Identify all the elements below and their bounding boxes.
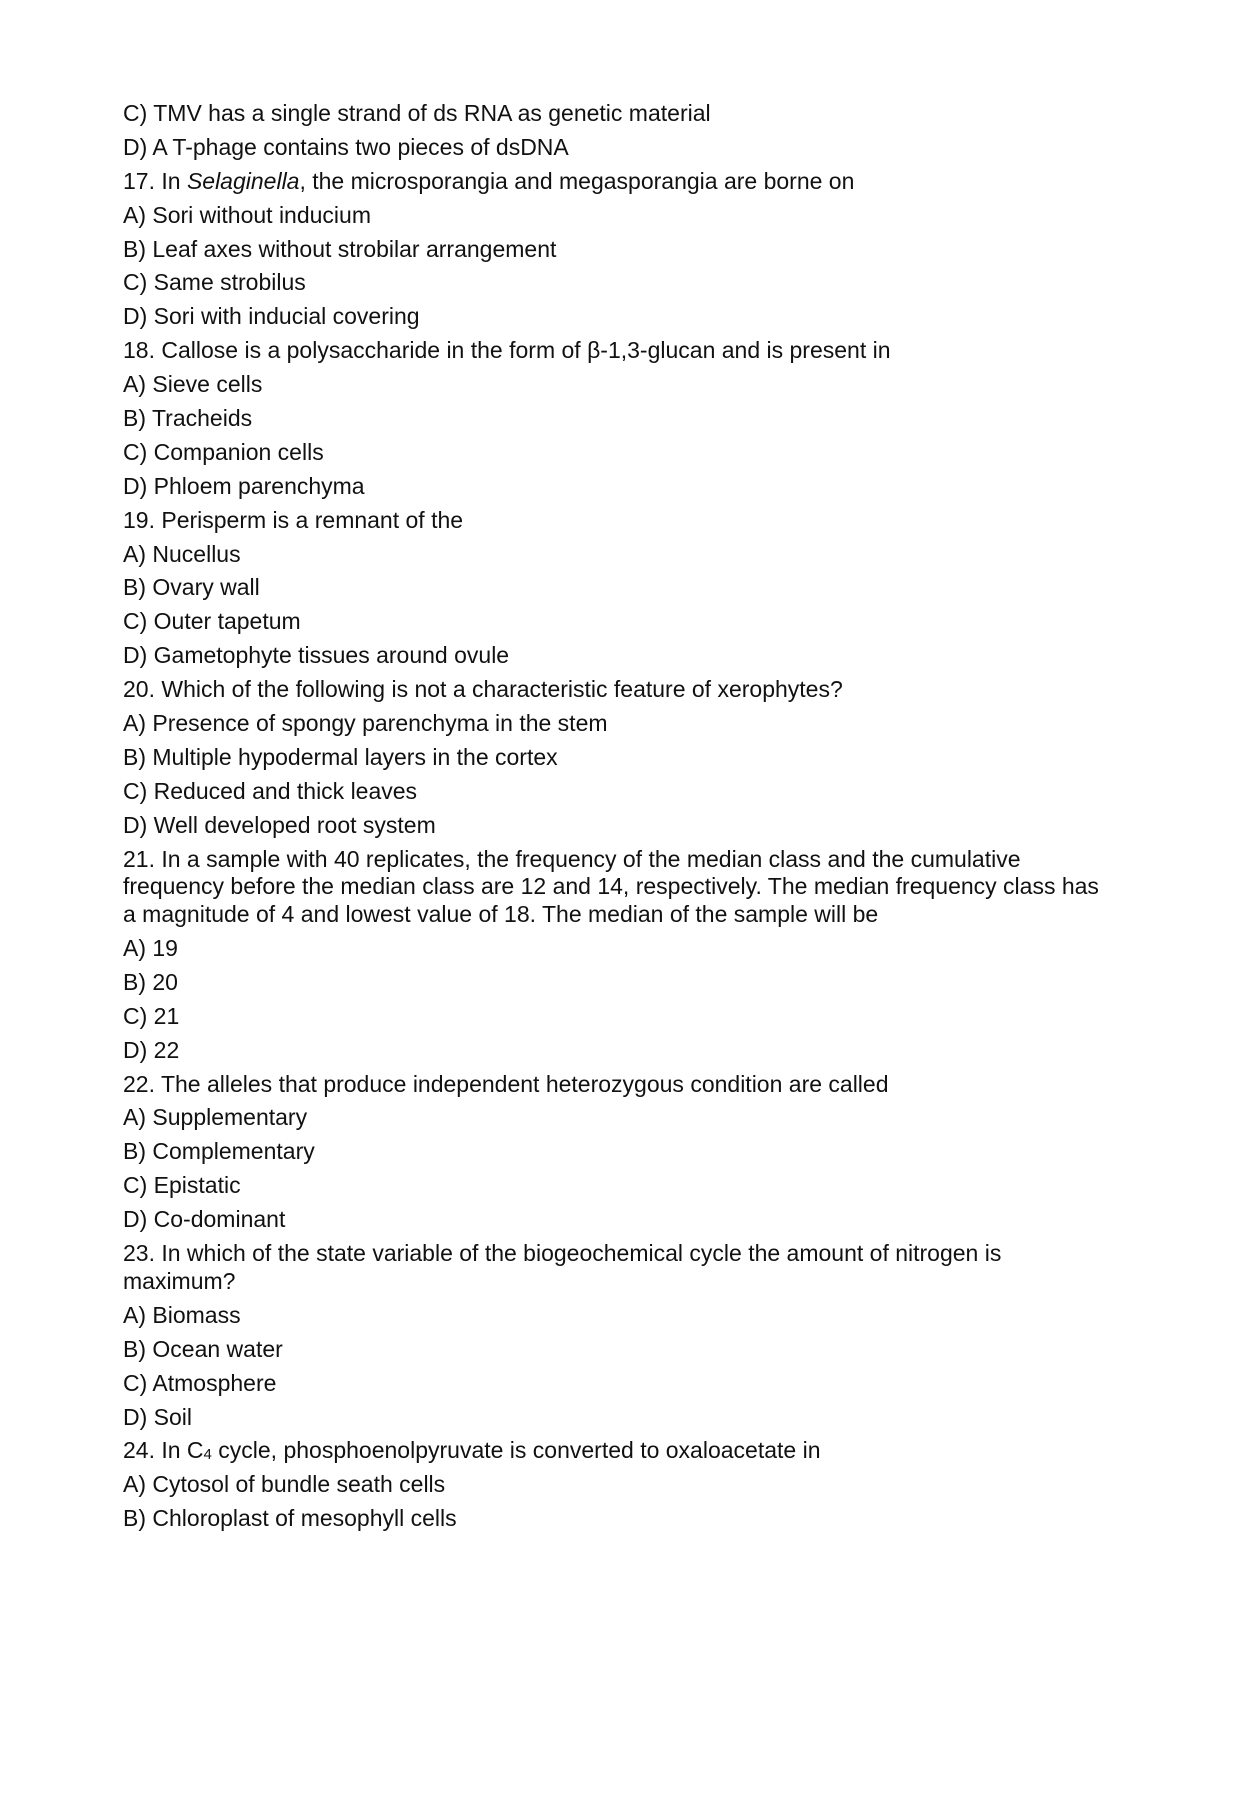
q21-option-c: C) 21 xyxy=(123,1002,180,1029)
q23-option-d: D) Soil xyxy=(123,1403,193,1430)
q20-option-d: D) Well developed root system xyxy=(123,811,436,838)
q20-option-a: A) Presence of spongy parenchyma in the stem xyxy=(123,710,608,737)
q17-prefix: 17. In xyxy=(123,167,187,194)
question-24 xyxy=(123,1437,1143,1464)
q22-option-c: C) Epistatic xyxy=(123,1172,241,1199)
q18-option-c: C) Companion cells xyxy=(123,438,324,465)
q22-option-d: D) Co-dominant xyxy=(123,1206,286,1233)
q18-option-a: A) Sieve cells xyxy=(123,371,263,398)
q21-option-d: D) 22 xyxy=(123,1036,180,1063)
q17-genus: Selaginella xyxy=(186,167,300,194)
question-19: 19. Perisperm is a remnant of the xyxy=(123,506,464,533)
q23-option-a: A) Biomass xyxy=(123,1301,241,1328)
q24-subscript: 4 xyxy=(203,1446,212,1464)
q18-option-d: D) Phloem parenchyma xyxy=(123,472,365,499)
q17-option-d: D) Sori with inducial covering xyxy=(123,303,420,330)
q21-line-1: 21. In a sample with 40 replicates, the frequency of the median class and the cumulative xyxy=(123,845,1021,872)
question-list xyxy=(123,100,1143,1539)
q22-option-a: A) Supplementary xyxy=(123,1104,308,1131)
q21-option-a: A) 19 xyxy=(123,934,178,961)
question-23 xyxy=(123,1240,1143,1295)
q17-option-a: A) Sori without inducium xyxy=(123,201,371,228)
q17-suffix: , the microsporangia and megasporangia are borne on xyxy=(299,167,855,194)
q21-line-3: a magnitude of 4 and lowest value of 18. The median of the sample will be xyxy=(123,900,879,927)
question-18: 18. Callose is a polysaccharide in the form of β-1,3-glucan and is present in xyxy=(123,337,891,364)
q24-option-a: A) Cytosol of bundle seath cells xyxy=(123,1471,446,1498)
q23-line-2: maximum? xyxy=(123,1267,236,1294)
option-line: D) A T-phage contains two pieces of dsDNA xyxy=(123,133,569,160)
q17-option-b: B) Leaf axes without strobilar arrangement xyxy=(123,235,557,262)
q19-option-a: A) Nucellus xyxy=(123,540,241,567)
q19-option-b: B) Ovary wall xyxy=(123,574,260,601)
q23-option-c: C) Atmosphere xyxy=(123,1369,277,1396)
q24-prefix: 24. In C xyxy=(123,1437,204,1464)
q19-option-d: D) Gametophyte tissues around ovule xyxy=(123,642,510,669)
q19-option-c: C) Outer tapetum xyxy=(123,608,301,635)
q24-suffix: cycle, phosphoenolpyruvate is converted to oxaloacetate in xyxy=(211,1437,821,1464)
question-20: 20. Which of the following is not a characteristic feature of xerophytes? xyxy=(123,676,843,703)
q21-option-b: B) 20 xyxy=(123,968,178,995)
option-line: C) TMV has a single strand of ds RNA as genetic material xyxy=(123,100,711,126)
question-22: 22. The alleles that produce independent heterozygous condition are called xyxy=(123,1070,889,1097)
q24-option-b: B) Chloroplast of mesophyll cells xyxy=(123,1505,457,1532)
question-17 xyxy=(123,168,1143,195)
q20-option-c: C) Reduced and thick leaves xyxy=(123,777,418,804)
question-21 xyxy=(123,846,1143,929)
q20-option-b: B) Multiple hypodermal layers in the cortex xyxy=(123,743,558,770)
q21-line-2: frequency before the median class are 12 and 14, respectively. The median frequency class has xyxy=(123,873,1099,900)
q23-option-b: B) Ocean water xyxy=(123,1335,283,1362)
q23-line-1: 23. In which of the state variable of the biogeochemical cycle the amount of nitrogen is xyxy=(123,1240,1002,1266)
q18-option-b: B) Tracheids xyxy=(123,405,253,432)
q17-option-c: C) Same strobilus xyxy=(123,269,306,296)
q22-option-b: B) Complementary xyxy=(123,1138,315,1165)
